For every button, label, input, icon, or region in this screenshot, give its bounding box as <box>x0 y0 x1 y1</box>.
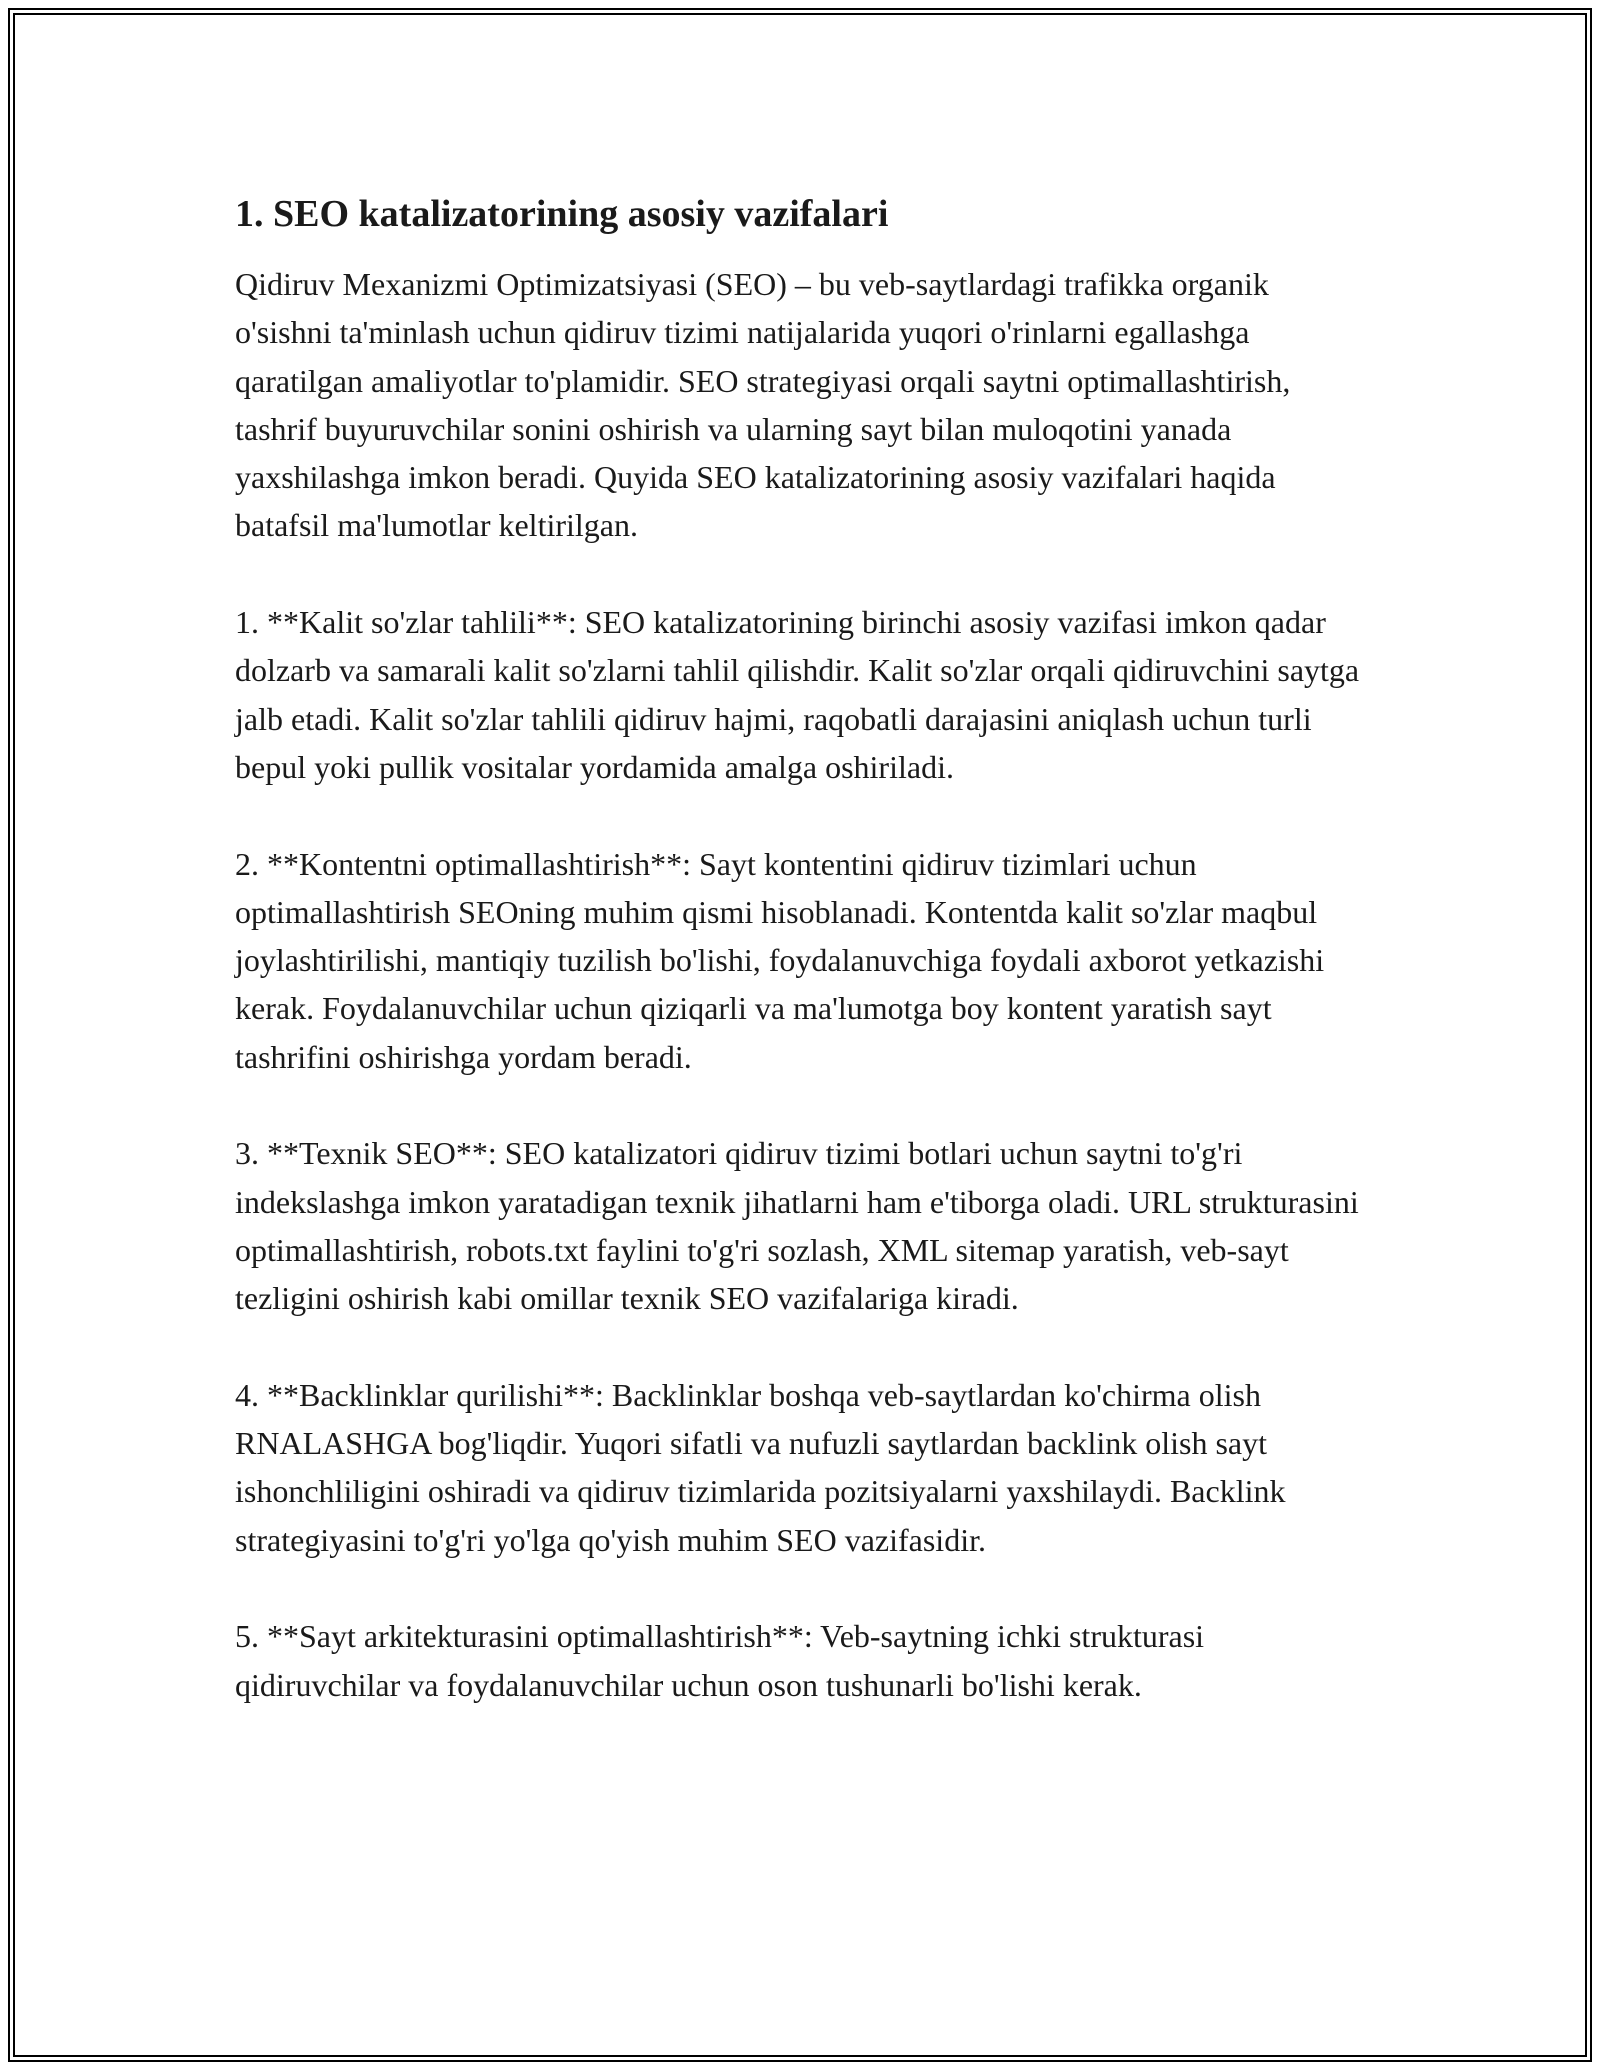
document-title: 1. SEO katalizatorining asosiy vazifalari <box>235 193 889 235</box>
paragraph-site-architecture: 5. **Sayt arkitekturasini optimallashtirish**: Veb-saytning ichki strukturasi qidiruvchilar va foydalanuvchilar uchun oson tushunarli bo'lishi kerak. <box>235 1618 1205 1703</box>
paragraph-backlinks: 4. **Backlinklar qurilishi**: Backlinklar boshqa veb-saytlardan ko'chirma olish RNALASHGA bog'liqdir. Yuqori sifatli va nufuzli saytlardan backlink olish sayt ishonchliligini oshiradi va qidiruv tizimlarida pozitsiyalarni yaxshilaydi. Backlink strategiyasini to'g'ri yo'lga qo'yish muhim SEO vazifasidir. <box>235 1376 1286 1558</box>
paragraph-content-optimization: 2. **Kontentni optimallashtirish**: Sayt kontentini qidiruv tizimlari uchun optimallashtirish SEOning muhim qismi hisoblanadi. Kontentda kalit so'zlar maqbul joylashtirilishi, mantiqiy tuzilish bo'lishi, foydalanuvchiga foydali axborot yetkazishi kerak. Foydalanuvchilar uchun qiziqarli va ma'lumotga boy kontent yaratish sayt tashrifini oshirishga yordam beradi. <box>235 845 1325 1075</box>
document-body <box>235 186 1365 1757</box>
paragraph-keyword-analysis: 1. **Kalit so'zlar tahlili**: SEO katalizatorining birinchi asosiy vazifasi imkon qadar dolzarb va samarali kalit so'zlarni tahlil qilishdir. Kalit so'zlar orqali qidiruvchini saytga jalb etadi. Kalit so'zlar tahlili qidiruv hajmi, raqobatli darajasini aniqlash uchun turli bepul yoki pullik vositalar yordamida amalga oshiriladi. <box>235 604 1360 785</box>
paragraph-technical-seo: 3. **Texnik SEO**: SEO katalizatori qidiruv tizimi botlari uchun saytni to'g'ri indekslashga imkon yaratadigan texnik jihatlarni ham e'tiborga oladi. URL strukturasini optimallashtirish, robots.txt faylini to'g'ri sozlash, XML sitemap yaratish, veb-sayt tezligini oshirish kabi omillar texnik SEO vazifalariga kiradi. <box>235 1135 1359 1317</box>
intro-paragraph: Qidiruv Mexanizmi Optimizatsiyasi (SEO) – bu veb-saytlardagi trafikka organik o'sishni ta'minlash uchun qidiruv tizimi natijalarida yuqori o'rinlarni egallashga qaratilgan amaliyotlar to'plamidir. SEO strategiyasi orqali saytni optimallashtirish, tashrif buyuruvchilar sonini oshirish va ularning sayt bilan muloqotini yanada yaxshilashga imkon beradi. Quyida SEO katalizatorining asosiy vazifalari haqida batafsil ma'lumotlar keltirilgan. <box>235 266 1291 544</box>
